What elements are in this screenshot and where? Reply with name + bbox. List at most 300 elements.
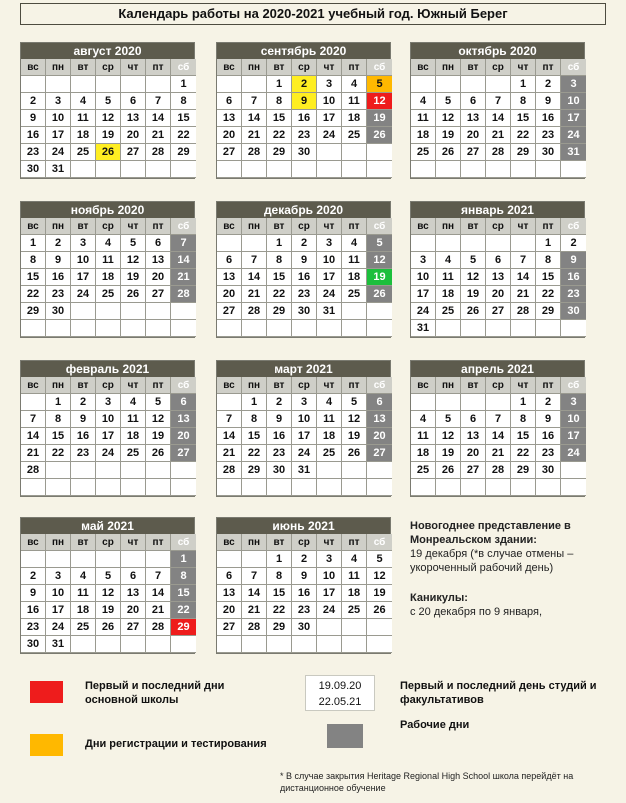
day-cell: 12	[121, 252, 146, 269]
empty-cell	[242, 320, 267, 337]
day-cell: 21	[486, 445, 511, 462]
day-cell: 26	[367, 602, 392, 619]
day-cell: 17	[292, 428, 317, 445]
day-cell: 2	[71, 394, 96, 411]
day-cell: 10	[561, 93, 586, 110]
weekday-header: чт	[317, 59, 342, 76]
day-cell: 20	[461, 127, 486, 144]
day-cell: 22	[171, 127, 196, 144]
empty-cell	[171, 636, 196, 653]
day-cell: 2	[536, 394, 561, 411]
day-cell: 8	[46, 411, 71, 428]
month-days-grid	[411, 59, 584, 178]
day-cell: 10	[317, 568, 342, 585]
empty-cell	[217, 636, 242, 653]
orange-swatch	[30, 734, 63, 756]
dates-box	[305, 675, 375, 711]
day-cell: 16	[292, 110, 317, 127]
empty-cell	[536, 479, 561, 496]
empty-cell	[71, 551, 96, 568]
empty-cell	[146, 161, 171, 178]
day-cell: 8	[511, 93, 536, 110]
empty-cell	[461, 479, 486, 496]
empty-cell	[242, 479, 267, 496]
empty-cell	[121, 303, 146, 320]
month-days-grid	[217, 534, 390, 653]
empty-cell	[436, 479, 461, 496]
day-cell: 2	[292, 235, 317, 252]
empty-cell	[217, 161, 242, 178]
day-cell: 21	[511, 286, 536, 303]
empty-cell	[96, 636, 121, 653]
empty-cell	[317, 619, 342, 636]
event-text: 19 декабря (*в случае отмены – укороченный рабочий день)	[410, 548, 574, 574]
empty-cell	[121, 320, 146, 337]
day-cell: 4	[121, 394, 146, 411]
day-cell: 18	[342, 110, 367, 127]
month-2	[216, 42, 391, 179]
day-cell: 6	[486, 252, 511, 269]
day-cell: 3	[292, 394, 317, 411]
day-cell: 9	[561, 252, 586, 269]
weekday-header: чт	[317, 218, 342, 235]
day-cell: 13	[217, 585, 242, 602]
day-cell: 12	[436, 110, 461, 127]
empty-cell	[436, 320, 461, 337]
day-cell: 2	[46, 235, 71, 252]
empty-cell	[146, 462, 171, 479]
day-cell: 30	[536, 462, 561, 479]
empty-cell	[121, 479, 146, 496]
day-cell: 26	[367, 127, 392, 144]
month-days-grid	[217, 377, 390, 496]
month-days-grid	[217, 59, 390, 178]
day-cell: 13	[121, 110, 146, 127]
day-cell: 8	[171, 93, 196, 110]
empty-cell	[461, 161, 486, 178]
month-9	[410, 360, 585, 497]
day-cell: 7	[486, 93, 511, 110]
day-cell: 28	[511, 303, 536, 320]
month-title: январь 2021	[411, 202, 584, 218]
day-cell: 23	[536, 445, 561, 462]
day-cell: 21	[171, 269, 196, 286]
day-cell: 15	[511, 110, 536, 127]
day-cell: 18	[121, 428, 146, 445]
day-cell: 9	[21, 110, 46, 127]
day-cell: 12	[367, 252, 392, 269]
day-cell: 15	[21, 269, 46, 286]
day-cell: 10	[317, 252, 342, 269]
empty-cell	[342, 303, 367, 320]
day-cell: 25	[317, 445, 342, 462]
day-cell: 27	[121, 144, 146, 161]
day-cell: 18	[436, 286, 461, 303]
weekday-header: пт	[146, 59, 171, 76]
day-cell: 17	[71, 269, 96, 286]
month-title: декабрь 2020	[217, 202, 390, 218]
day-cell: 27	[217, 303, 242, 320]
day-cell: 10	[292, 411, 317, 428]
day-cell: 18	[71, 127, 96, 144]
day-cell: 24	[317, 286, 342, 303]
day-cell: 28	[486, 144, 511, 161]
empty-cell	[536, 161, 561, 178]
day-cell: 28	[486, 462, 511, 479]
date-first: 19.09.20	[318, 680, 362, 692]
month-title: октябрь 2020	[411, 43, 584, 59]
day-cell: 27	[486, 303, 511, 320]
day-cell: 7	[21, 411, 46, 428]
day-cell: 5	[461, 252, 486, 269]
day-cell: 29	[511, 144, 536, 161]
day-cell: 7	[146, 93, 171, 110]
day-cell: 11	[71, 585, 96, 602]
weekday-header: пн	[46, 218, 71, 235]
day-cell: 2	[561, 235, 586, 252]
day-cell: 22	[536, 286, 561, 303]
day-cell: 2	[292, 76, 317, 93]
holidays-title: Каникулы:	[410, 592, 468, 604]
day-cell: 22	[21, 286, 46, 303]
empty-cell	[71, 320, 96, 337]
day-cell: 20	[146, 269, 171, 286]
month-5	[216, 201, 391, 338]
day-cell: 26	[367, 286, 392, 303]
day-cell: 12	[367, 93, 392, 110]
empty-cell	[242, 551, 267, 568]
weekday-header: пт	[342, 218, 367, 235]
gray-legend-label: Рабочие дни	[400, 719, 470, 731]
weekday-header: пн	[436, 377, 461, 394]
day-cell: 7	[511, 252, 536, 269]
holidays-note	[410, 591, 620, 619]
empty-cell	[21, 394, 46, 411]
weekday-header: вт	[267, 218, 292, 235]
day-cell: 6	[217, 93, 242, 110]
day-cell: 29	[171, 144, 196, 161]
weekday-header: вт	[267, 534, 292, 551]
weekday-header: пт	[342, 534, 367, 551]
day-cell: 16	[292, 585, 317, 602]
weekday-header: чт	[511, 59, 536, 76]
day-cell: 30	[561, 303, 586, 320]
weekday-header: ср	[96, 377, 121, 394]
day-cell: 24	[411, 303, 436, 320]
day-cell: 10	[46, 110, 71, 127]
day-cell: 1	[267, 76, 292, 93]
day-cell: 13	[171, 411, 196, 428]
empty-cell	[436, 161, 461, 178]
weekday-header: чт	[317, 377, 342, 394]
day-cell: 6	[367, 394, 392, 411]
day-cell: 20	[217, 286, 242, 303]
weekday-header: пн	[46, 534, 71, 551]
day-cell: 9	[292, 93, 317, 110]
weekday-header: ср	[292, 218, 317, 235]
day-cell: 25	[71, 619, 96, 636]
day-cell: 6	[217, 568, 242, 585]
day-cell: 8	[267, 252, 292, 269]
red-swatch	[30, 681, 63, 703]
empty-cell	[317, 636, 342, 653]
day-cell: 7	[486, 411, 511, 428]
empty-cell	[96, 303, 121, 320]
empty-cell	[342, 619, 367, 636]
empty-cell	[146, 76, 171, 93]
day-cell: 20	[171, 428, 196, 445]
day-cell: 5	[367, 235, 392, 252]
empty-cell	[511, 235, 536, 252]
day-cell: 25	[342, 127, 367, 144]
empty-cell	[436, 76, 461, 93]
day-cell: 24	[96, 445, 121, 462]
day-cell: 15	[242, 428, 267, 445]
day-cell: 25	[71, 144, 96, 161]
empty-cell	[242, 235, 267, 252]
day-cell: 7	[242, 568, 267, 585]
day-cell: 6	[171, 394, 196, 411]
day-cell: 15	[267, 269, 292, 286]
day-cell: 7	[242, 93, 267, 110]
day-cell: 27	[461, 144, 486, 161]
day-cell: 6	[121, 568, 146, 585]
day-cell: 22	[511, 127, 536, 144]
day-cell: 17	[317, 585, 342, 602]
empty-cell	[71, 76, 96, 93]
empty-cell	[461, 320, 486, 337]
day-cell: 22	[511, 445, 536, 462]
day-cell: 19	[342, 428, 367, 445]
empty-cell	[96, 479, 121, 496]
empty-cell	[561, 462, 586, 479]
empty-cell	[317, 462, 342, 479]
empty-cell	[46, 551, 71, 568]
day-cell: 3	[317, 551, 342, 568]
day-cell: 6	[461, 411, 486, 428]
day-cell: 19	[121, 269, 146, 286]
weekday-header: вт	[267, 377, 292, 394]
day-cell: 20	[367, 428, 392, 445]
day-cell: 29	[242, 462, 267, 479]
day-cell: 3	[317, 235, 342, 252]
day-cell: 9	[21, 585, 46, 602]
empty-cell	[96, 551, 121, 568]
weekday-header: пн	[242, 59, 267, 76]
day-cell: 13	[217, 269, 242, 286]
day-cell: 29	[267, 303, 292, 320]
day-cell: 12	[96, 585, 121, 602]
day-cell: 27	[217, 619, 242, 636]
day-cell: 13	[367, 411, 392, 428]
day-cell: 16	[21, 602, 46, 619]
weekday-header: пн	[242, 377, 267, 394]
weekday-header: вт	[461, 218, 486, 235]
weekday-header: сб	[171, 377, 196, 394]
empty-cell	[317, 479, 342, 496]
empty-cell	[217, 394, 242, 411]
empty-cell	[146, 636, 171, 653]
day-cell: 29	[171, 619, 196, 636]
day-cell: 4	[411, 411, 436, 428]
day-cell: 15	[536, 269, 561, 286]
day-cell: 9	[267, 411, 292, 428]
day-cell: 5	[146, 394, 171, 411]
event-note	[410, 519, 620, 575]
day-cell: 17	[561, 110, 586, 127]
day-cell: 2	[21, 93, 46, 110]
empty-cell	[71, 303, 96, 320]
empty-cell	[46, 320, 71, 337]
day-cell: 13	[486, 269, 511, 286]
day-cell: 20	[217, 127, 242, 144]
day-cell: 10	[561, 411, 586, 428]
day-cell: 23	[267, 445, 292, 462]
day-cell: 14	[242, 269, 267, 286]
day-cell: 28	[242, 303, 267, 320]
empty-cell	[292, 479, 317, 496]
day-cell: 22	[267, 602, 292, 619]
month-title: май 2021	[21, 518, 194, 534]
empty-cell	[317, 144, 342, 161]
weekday-header: сб	[561, 218, 586, 235]
day-cell: 23	[21, 619, 46, 636]
day-cell: 19	[367, 585, 392, 602]
day-cell: 25	[436, 303, 461, 320]
day-cell: 16	[21, 127, 46, 144]
day-cell: 12	[96, 110, 121, 127]
weekday-header: вт	[461, 59, 486, 76]
empty-cell	[217, 320, 242, 337]
empty-cell	[411, 161, 436, 178]
empty-cell	[71, 636, 96, 653]
day-cell: 11	[411, 110, 436, 127]
day-cell: 24	[317, 127, 342, 144]
day-cell: 11	[342, 568, 367, 585]
day-cell: 4	[342, 551, 367, 568]
empty-cell	[146, 303, 171, 320]
month-11	[216, 517, 391, 654]
weekday-header: пн	[242, 534, 267, 551]
weekday-header: вс	[21, 377, 46, 394]
weekday-header: чт	[121, 218, 146, 235]
day-cell: 5	[96, 93, 121, 110]
day-cell: 14	[242, 585, 267, 602]
day-cell: 18	[96, 269, 121, 286]
empty-cell	[436, 394, 461, 411]
day-cell: 1	[267, 235, 292, 252]
day-cell: 28	[171, 286, 196, 303]
day-cell: 12	[436, 428, 461, 445]
empty-cell	[367, 462, 392, 479]
day-cell: 6	[217, 252, 242, 269]
day-cell: 10	[411, 269, 436, 286]
weekday-header: сб	[171, 218, 196, 235]
empty-cell	[171, 320, 196, 337]
month-days-grid	[21, 534, 194, 653]
day-cell: 8	[511, 411, 536, 428]
empty-cell	[561, 161, 586, 178]
empty-cell	[121, 161, 146, 178]
empty-cell	[121, 636, 146, 653]
red-legend-label: Первый и последний дни основной школы	[85, 680, 225, 706]
day-cell: 12	[342, 411, 367, 428]
weekday-header: ср	[292, 377, 317, 394]
day-cell: 16	[292, 269, 317, 286]
day-cell: 30	[292, 303, 317, 320]
day-cell: 3	[411, 252, 436, 269]
empty-cell	[96, 76, 121, 93]
weekday-header: вт	[71, 59, 96, 76]
day-cell: 26	[342, 445, 367, 462]
empty-cell	[486, 161, 511, 178]
empty-cell	[171, 479, 196, 496]
day-cell: 14	[486, 110, 511, 127]
weekday-header: пн	[242, 218, 267, 235]
day-cell: 8	[536, 252, 561, 269]
month-days-grid	[411, 218, 584, 337]
weekday-header: чт	[121, 534, 146, 551]
day-cell: 15	[267, 585, 292, 602]
empty-cell	[217, 551, 242, 568]
day-cell: 16	[536, 428, 561, 445]
day-cell: 30	[21, 636, 46, 653]
day-cell: 16	[267, 428, 292, 445]
weekday-header: ср	[96, 534, 121, 551]
day-cell: 10	[46, 585, 71, 602]
day-cell: 23	[21, 144, 46, 161]
day-cell: 27	[121, 619, 146, 636]
weekday-header: вс	[217, 377, 242, 394]
day-cell: 23	[536, 127, 561, 144]
day-cell: 24	[561, 445, 586, 462]
empty-cell	[461, 76, 486, 93]
day-cell: 29	[21, 303, 46, 320]
day-cell: 26	[96, 144, 121, 161]
day-cell: 19	[367, 110, 392, 127]
empty-cell	[121, 76, 146, 93]
empty-cell	[21, 76, 46, 93]
day-cell: 11	[317, 411, 342, 428]
month-title: апрель 2021	[411, 361, 584, 377]
weekday-header: вт	[267, 59, 292, 76]
weekday-header: вт	[71, 534, 96, 551]
weekday-header: вс	[217, 59, 242, 76]
day-cell: 21	[217, 445, 242, 462]
day-cell: 8	[267, 568, 292, 585]
day-cell: 27	[367, 445, 392, 462]
day-cell: 27	[461, 462, 486, 479]
day-cell: 7	[171, 235, 196, 252]
day-cell: 9	[536, 411, 561, 428]
weekday-header: вс	[411, 59, 436, 76]
weekday-header: вт	[71, 218, 96, 235]
day-cell: 15	[171, 110, 196, 127]
day-cell: 30	[21, 161, 46, 178]
day-cell: 1	[267, 551, 292, 568]
weekday-header: чт	[121, 377, 146, 394]
day-cell: 19	[367, 269, 392, 286]
day-cell: 7	[146, 568, 171, 585]
day-cell: 11	[436, 269, 461, 286]
empty-cell	[46, 76, 71, 93]
day-cell: 11	[71, 110, 96, 127]
day-cell: 18	[411, 445, 436, 462]
day-cell: 23	[292, 286, 317, 303]
event-title: Новогоднее представление в Монреальском здании:	[410, 520, 571, 546]
day-cell: 8	[171, 568, 196, 585]
day-cell: 24	[46, 619, 71, 636]
